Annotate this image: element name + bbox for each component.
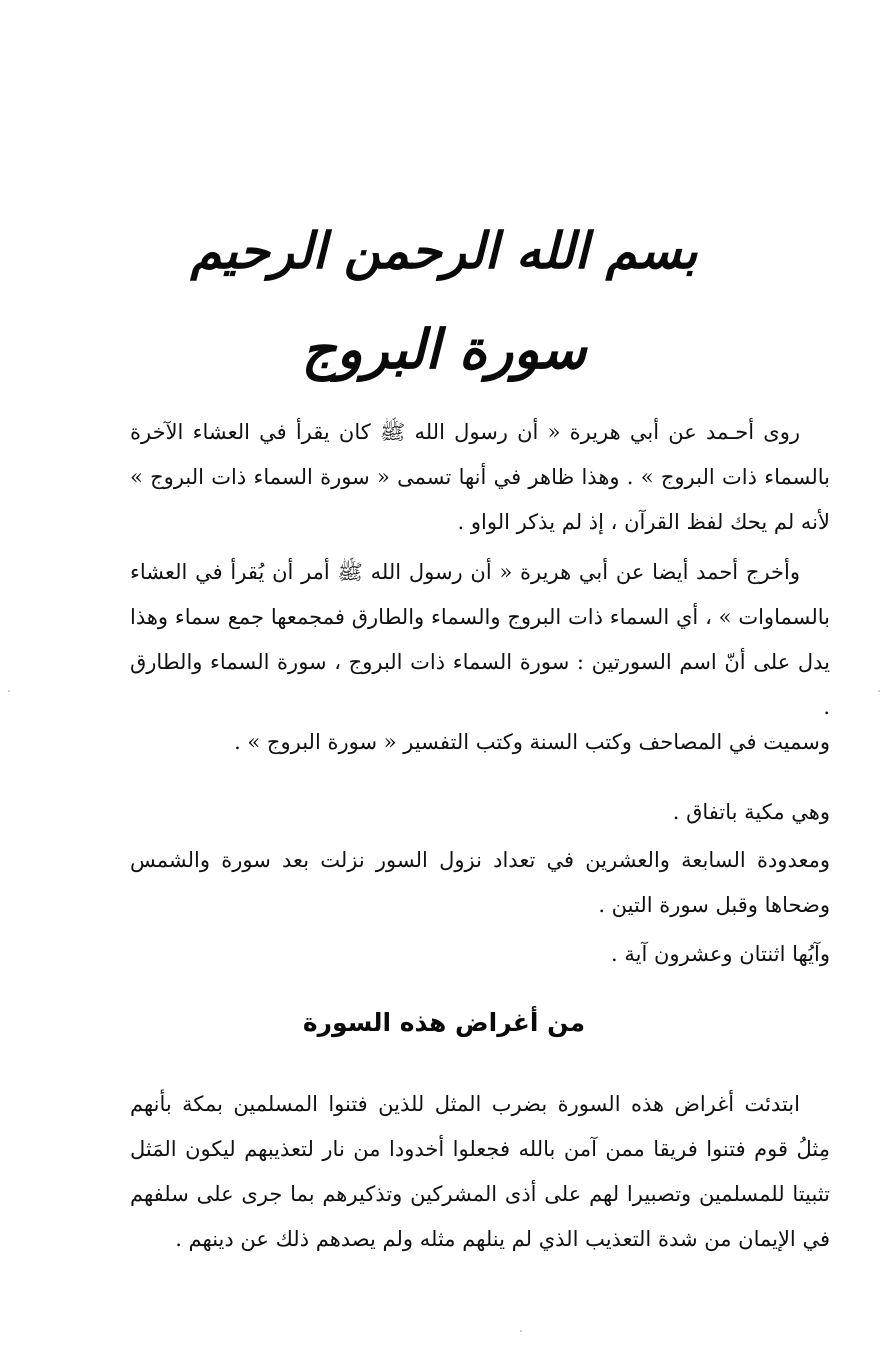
section-heading-purposes: من أغراض هذه السورة [302,1008,586,1037]
paragraph-naming-hadith [130,410,830,545]
paragraph-verse-count [130,932,830,977]
paragraph-text: وآيُها اثنتان وعشرون آية . [611,942,830,966]
paragraph-text: روى أحـمد عن أبي هريرة « أن رسول الله ﷺ كان يقرأ في العشاء الآخرة بالسماء ذات البروج » . وهذا ظاهر في أنها تسمى « سورة السماء ذات البروج » لأنه لم يحك لفظ القرآن ، إذ لم يذكر الواو . [130,420,830,534]
paragraph-ahmad-hadith [130,550,830,730]
paragraph-text: وسميت في المصاحف وكتب السنة وكتب التفسير « سورة البروج » . [234,730,830,754]
paragraph-meccan [130,790,830,835]
scan-speck [520,1330,522,1332]
surah-title: سورة البروج [301,318,587,381]
paragraph-text: ومعدودة السابعة والعشرين في تعداد نزول السور نزلت بعد سورة والشمس وضحاها وقبل سورة التين . [130,848,830,917]
paragraph-revelation-order [130,838,830,928]
paragraph-mushaf-naming [130,720,830,765]
scan-speck [8,690,10,692]
paragraph-purposes [130,1082,830,1262]
paragraph-text: وهي مكية باتفاق . [672,800,830,824]
basmala-heading: بسم الله الرحمن الرحيم [190,222,698,280]
scan-speck [878,690,880,692]
paragraph-text: وأخرج أحمد أيضا عن أبي هريرة « أن رسول الله ﷺ أمر أن يُقرأ في العشاء بالسماوات » ، أي السماء ذات البروج والسماء والطارق فمجمعها جمع سماء وهذا يدل على أنّ اسم السورتين : سورة السماء ذات البروج ، سورة السماء والطارق . [130,560,830,719]
paragraph-text: ابتدئت أغراض هذه السورة بضرب المثل للذين فتنوا المسلمين بمكة بأنهم مِثلُ قوم فتنوا فريقا ممن آمن بالله فجعلوا أخدودا من نار لتعذيبهم ليكون المَثل تثبيتا للمسلمين وتصبيرا لهم على أذى المشركين وتذكيرهم بما جرى على سلفهم في الإيمان من شدة التعذيب الذي لم ينلهم مثله ولم يصدهم ذلك عن دينهم . [130,1092,830,1251]
